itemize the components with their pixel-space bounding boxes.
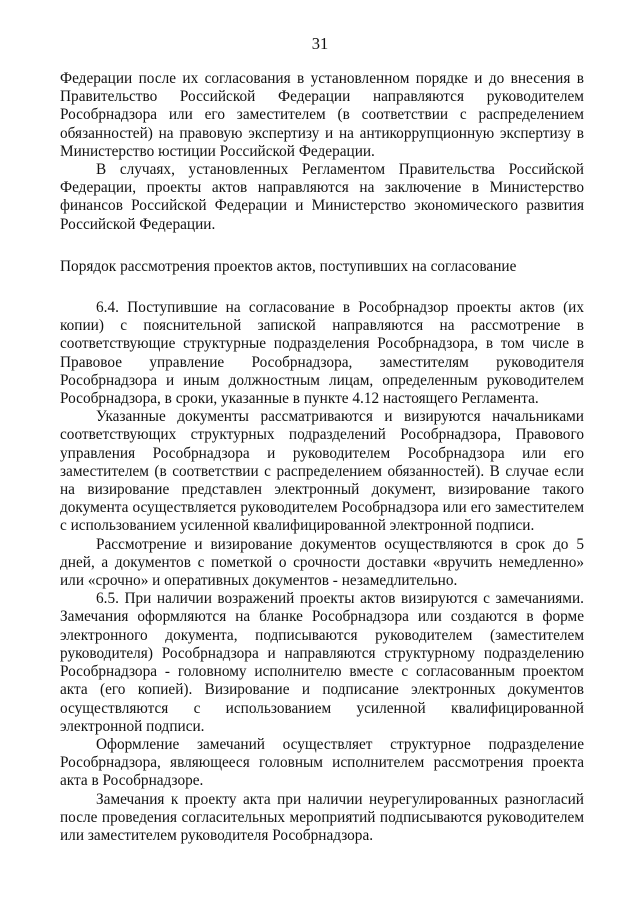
paragraph-ministry-finance: В случаях, установленных Регламентом Правительства Российской Федерации, проекты актов направляются на заключение в Министерство финансов Российской Федерации и Министерство экономического развития Российской Федерации. xyxy=(60,161,584,233)
paragraph-6-5: 6.5. При наличии возражений проекты актов визируются с замечаниями. Замечания оформляются на бланке Рособрнадзора или создаются в форме электронного документа, подписываются руководителем (заместителем руководителя) Рособрнадзора и направляются структурному подразделению Рособрнадзора - головному исполнителю вместе с согласованным проектом акта (его копией). Визирование и подписание электронных документов осуществляются с использованием усиленной квалифицированной электронной подписи. xyxy=(60,590,584,735)
page-number: 31 xyxy=(311,34,329,53)
paragraph-review-visa: Указанные документы рассматриваются и визируются начальниками соответствующих структурных подразделений Рособрнадзора, Правового управления Рособрнадзора и руководителем Рособрнадзора или его заместителем (в соответствии с распределением обязанностей). В случае если на визирование представлен электронный документ, визирование такого документа осуществляется руководителем Рособрнадзора или его заместителем с использованием усиленной квалифицированной электронной подписи. xyxy=(60,408,584,535)
paragraph-continuation: Федерации после их согласования в установленном порядке и до внесения в Правительство Российской Федерации направляются руководителем Рособрнадзора или его заместителем (в соответствии с распределением обязанностей) на правовую экспертизу и на антикоррупционную экспертизу в Министерство юстиции Российской Федерации. xyxy=(60,70,584,160)
paragraph-6-4: 6.4. Поступившие на согласование в Рособрнадзор проекты актов (их копии) с пояснительной запиской направляются на рассмотрение в соответствующие структурные подразделения Рособрнадзора, в том числе в Правовое управление Рособрнадзора, заместителям руководителя Рособрнадзора и иным должностным лицам, определенным руководителем Рособрнадзора, в сроки, указанные в пункте 4.12 настоящего Регламента. xyxy=(60,299,584,408)
paragraph-remarks-formatting: Оформление замечаний осуществляет структурное подразделение Рособрнадзора, являющееся головным исполнителем рассмотрения проекта акта в Рособрнадзоре. xyxy=(60,735,584,790)
paragraph-remarks-signing: Замечания к проекту акта при наличии неурегулированных разногласий после проведения согласительных мероприятий подписываются руководителем или заместителем руководителя Рособрнадзора. xyxy=(60,790,584,844)
section-heading: Порядок рассмотрения проектов актов, поступивших на согласование xyxy=(60,257,517,275)
paragraph-deadlines: Рассмотрение и визирование документов осуществляются в срок до 5 дней, а документов с пометкой о срочности доставки «вручить немедленно» или «срочно» и оперативных документов - незамедлительно. xyxy=(60,535,584,590)
document-body xyxy=(60,70,584,845)
